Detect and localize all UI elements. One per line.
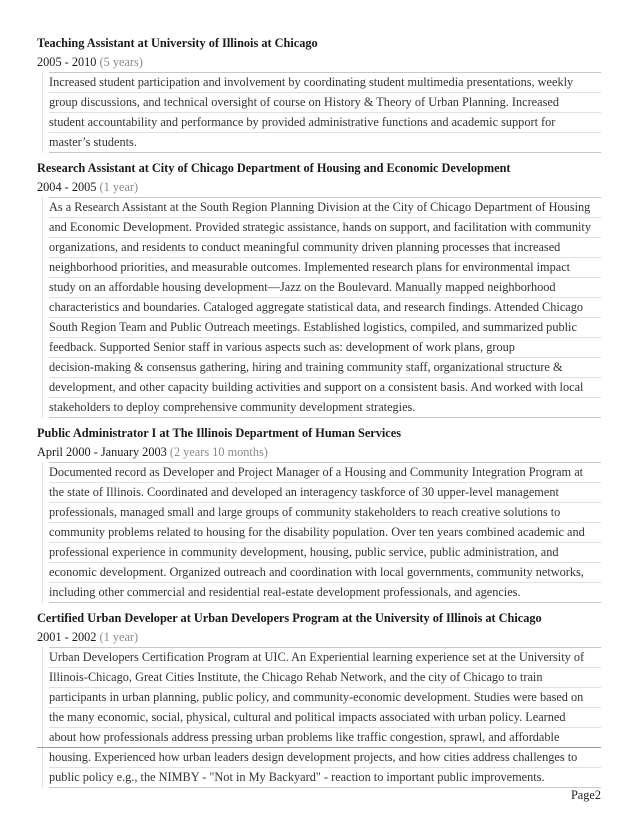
description-line: housing. Experienced how urban leaders design development projects, and how cities address challenges to [49, 747, 601, 767]
experience-entry [37, 34, 601, 153]
resume-page [37, 34, 601, 794]
description-line: community problems related to housing for the disability population. Over ten years combined academic and [49, 522, 601, 542]
description-line: and Economic Development. Provided strategic assistance, hands on support, and facilitation with community [49, 217, 601, 237]
job-duration: (2 years 10 months) [169, 445, 268, 459]
job-title: Research Assistant at City of Chicago Department of Housing and Economic Development [37, 161, 511, 175]
description-line: student accountability and performance by provided administrative functions and academic support for [49, 112, 601, 132]
experience-entry [37, 424, 601, 603]
job-dates-row [37, 628, 601, 647]
job-dates-row [37, 443, 601, 462]
job-dates: 2001 - 2002 [37, 630, 97, 644]
description-rail [42, 72, 43, 153]
description-line: Urban Developers Certification Program at UIC. An Experiential learning experience set at the University of [49, 647, 601, 667]
description-line: including other commercial and residential real-estate development professionals, and agencies. [49, 582, 601, 603]
job-title: Public Administrator I at The Illinois Department of Human Services [37, 426, 402, 440]
description-line: Increased student participation and involvement by coordinating student multimedia presentations, weekly [49, 72, 601, 92]
experience-entry [37, 159, 601, 418]
description-line: the many economic, social, physical, cultural and political impacts associated with urban policy. Learned [49, 707, 601, 727]
description-line: group discussions, and technical oversight of course on History & Theory of Urban Planning. Increased [49, 92, 601, 112]
description-line: South Region Team and Public Outreach meetings. Established logistics, compiled, and summarized public [49, 317, 601, 337]
description-line: characteristics and boundaries. Cataloged aggregate statistical data, and research findings. Attended Chicago [49, 297, 601, 317]
job-duration: (1 year) [99, 180, 139, 194]
description-line: professional experience in community development, housing, public service, public administration, and [49, 542, 601, 562]
description-line: As a Research Assistant at the South Region Planning Division at the City of Chicago Department of Housing [49, 197, 601, 217]
description-rail [42, 197, 43, 418]
description-line: participants in urban planning, public policy, and community-economic development. Studies were based on [49, 687, 601, 707]
job-dates: April 2000 - January 2003 [37, 445, 167, 459]
job-description [37, 647, 601, 788]
job-title: Teaching Assistant at University of Illinois at Chicago [37, 36, 318, 50]
job-dates: 2005 - 2010 [37, 55, 97, 69]
description-line: professionals, managed small and large groups of community stakeholders to reach creative solutions to [49, 502, 601, 522]
page-number: Page2 [570, 788, 601, 802]
description-line: feedback. Supported Senior staff in various aspects such as: development of work plans, group [49, 337, 601, 357]
description-line: study on an affordable housing development—Jazz on the Boulevard. Manually mapped neighborhood [49, 277, 601, 297]
job-duration: (5 years) [99, 55, 143, 69]
description-line: decision-making & consensus gathering, hiring and training community staff, organizational structure & [49, 357, 601, 377]
description-line: development, and other capacity building activities and support on a consistent basis. And worked with local [49, 377, 601, 397]
job-duration: (1 year) [99, 630, 139, 644]
experience-entry [37, 609, 601, 788]
job-dates-row [37, 178, 601, 197]
description-line: Documented record as Developer and Project Manager of a Housing and Community Integration Program at [49, 462, 601, 482]
description-line: master’s students. [49, 132, 601, 153]
job-dates-row [37, 53, 601, 72]
description-line: public policy e.g., the NIMBY - "Not in My Backyard" - reaction to important public improvements. [49, 767, 601, 788]
job-description [37, 197, 601, 418]
description-rail [42, 462, 43, 603]
description-rail [42, 647, 43, 788]
job-title: Certified Urban Developer at Urban Developers Program at the University of Illinois at Chicago [37, 611, 542, 625]
description-line: about how professionals address pressing urban problems like traffic congestion, sprawl, and affordable [49, 727, 601, 747]
description-line: the state of Illinois. Coordinated and developed an interagency taskforce of 30 upper-level management [49, 482, 601, 502]
job-description [37, 462, 601, 603]
job-description [37, 72, 601, 153]
job-dates: 2004 - 2005 [37, 180, 97, 194]
description-line: economic development. Organized outreach and coordination with local governments, community networks, [49, 562, 601, 582]
description-line: stakeholders to deploy comprehensive community development strategies. [49, 397, 601, 418]
experience-list [37, 34, 601, 788]
description-line: neighborhood priorities, and measurable outcomes. Implemented research plans for environmental impact [49, 257, 601, 277]
description-line: Illinois-Chicago, Great Cities Institute, the Chicago Rehab Network, and the city of Chicago to train [49, 667, 601, 687]
footer-divider [37, 747, 601, 748]
description-line: organizations, and residents to conduct meaningful community driven planning processes that increased [49, 237, 601, 257]
